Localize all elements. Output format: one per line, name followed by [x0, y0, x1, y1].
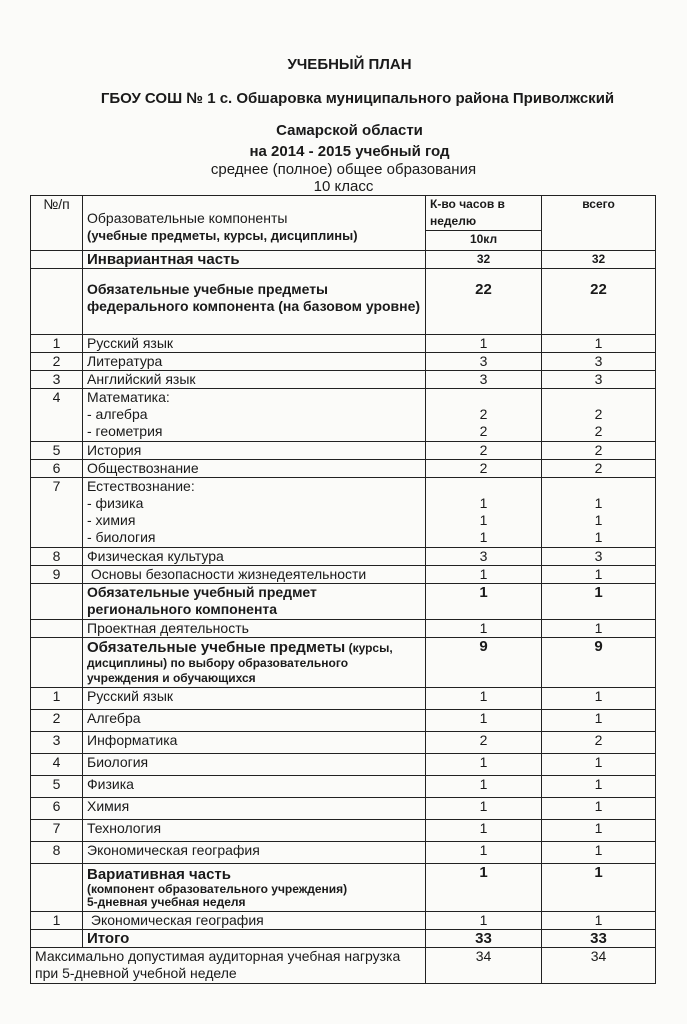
sub-hours: 1 [479, 495, 488, 511]
subject-total: 1 [542, 688, 656, 710]
subject-sub-name: - физика [87, 495, 144, 511]
subject-total: 1 [542, 798, 656, 820]
sub-hours: 1 [479, 529, 488, 545]
subject-name: Математика: [87, 389, 170, 405]
subject-sub-name: - геометрия [87, 423, 163, 439]
subject-total: 1 [542, 335, 656, 353]
subject-group [83, 478, 426, 548]
table-row [31, 353, 656, 371]
subject-name: Основы безопасности жизнедеятельности [83, 566, 426, 584]
federal-total: 22 [542, 269, 656, 335]
sub-total: 1 [594, 529, 603, 545]
subject-name: Английский язык [83, 371, 426, 389]
sub-hours: 2 [479, 406, 488, 422]
subject-total: 3 [542, 353, 656, 371]
row-number: 4 [31, 389, 83, 442]
subject-hours: 1 [426, 754, 542, 776]
total-label: Итого [83, 930, 426, 948]
max-load-row [31, 948, 656, 984]
row-number: 8 [31, 842, 83, 864]
subject-hours: 1 [426, 710, 542, 732]
sub-hours: 2 [479, 423, 488, 439]
variative-hours: 1 [426, 864, 542, 912]
col-subject-header [83, 196, 426, 251]
table-row [31, 460, 656, 478]
table-row [31, 732, 656, 754]
subject-hours: 1 [426, 820, 542, 842]
subject-hours: 1 [426, 912, 542, 930]
subject-total: 1 [542, 842, 656, 864]
subject-name: Проектная деятельность [83, 620, 426, 638]
table-row [31, 584, 656, 620]
subject-total: 1 [542, 710, 656, 732]
row-number: 2 [31, 710, 83, 732]
subject-name: История [83, 442, 426, 460]
subject-name: Русский язык [83, 335, 426, 353]
subject-total: 1 [542, 820, 656, 842]
subject-sub-name: - биология [87, 529, 156, 545]
col-hours-header: К-во часов в неделю [426, 196, 542, 231]
table-row [31, 754, 656, 776]
choice-label-rest: (курсы, дисциплины) по выбору образовательного учреждения и обучающихся [87, 641, 393, 685]
subject-total: 1 [542, 754, 656, 776]
sub-total: 2 [594, 423, 603, 439]
subject-hours [426, 478, 542, 548]
subject-hours: 3 [426, 371, 542, 389]
subject-hours: 1 [426, 798, 542, 820]
subject-sub-name: - алгебра [87, 406, 148, 422]
variative-subtitle: (компонент образовательного учреждения) [87, 882, 348, 896]
subject-hours: 1 [426, 776, 542, 798]
subject-hours: 2 [426, 460, 542, 478]
total-total: 33 [542, 930, 656, 948]
regional-total: 1 [542, 584, 656, 620]
max-load-label: Максимально допустимая аудиторная учебная нагрузка при 5-дневной учебной неделе [31, 948, 426, 984]
subject-hours: 1 [426, 566, 542, 584]
subject-name: Физика [83, 776, 426, 798]
subject-name: Литература [83, 353, 426, 371]
region-line: Самарской области [276, 122, 423, 139]
sub-total: 1 [594, 495, 603, 511]
col-hours-grade: 10кл [426, 231, 542, 251]
regional-hours: 1 [426, 584, 542, 620]
subject-total: 3 [542, 371, 656, 389]
table-row [31, 620, 656, 638]
education-level: среднее (полное) общее образования [210, 161, 477, 178]
choice-label [83, 638, 426, 688]
invariant-label: Инвариантная часть [83, 251, 426, 269]
table-row [31, 820, 656, 842]
invariant-total: 32 [542, 251, 656, 269]
table-row [31, 710, 656, 732]
sub-total: 2 [594, 406, 603, 422]
table-row [31, 269, 656, 335]
subject-hours: 1 [426, 842, 542, 864]
subject-hours: 2 [426, 732, 542, 754]
subject-hours: 3 [426, 353, 542, 371]
subject-name: Технология [83, 820, 426, 842]
row-number: 6 [31, 798, 83, 820]
subject-total: 1 [542, 776, 656, 798]
row-number: 3 [31, 371, 83, 389]
subject-total [542, 478, 656, 548]
table-row [31, 688, 656, 710]
document-title: УЧЕБНЫЙ ПЛАН [287, 56, 412, 73]
variative-label [83, 864, 426, 912]
sub-hours: 1 [479, 512, 488, 528]
subject-name: Химия [83, 798, 426, 820]
row-number: 4 [31, 754, 83, 776]
row-number: 7 [31, 820, 83, 842]
table-row [31, 335, 656, 353]
col-subject-subtitle: (учебные предметы, курсы, дисциплины) [87, 228, 358, 243]
table-row [31, 548, 656, 566]
subject-total: 2 [542, 442, 656, 460]
table-row [31, 389, 656, 442]
school-name: ГБОУ СОШ № 1 с. Обшаровка муниципального района Приволжский [100, 90, 615, 107]
subject-name: Экономическая география [83, 842, 426, 864]
row-number: 5 [31, 776, 83, 798]
regional-label: Обязательные учебный предмет регионального компонента [83, 584, 426, 620]
row-number: 9 [31, 566, 83, 584]
subject-name: Биология [83, 754, 426, 776]
subject-hours: 1 [426, 335, 542, 353]
subject-group [83, 389, 426, 442]
row-number: 8 [31, 548, 83, 566]
subject-hours: 3 [426, 548, 542, 566]
subject-total: 1 [542, 620, 656, 638]
subject-hours: 1 [426, 620, 542, 638]
subject-name: Алгебра [83, 710, 426, 732]
federal-label: Обязательные учебные предметы федерального компонента (на базовом уровне) [83, 269, 426, 335]
subject-total: 1 [542, 566, 656, 584]
subject-total: 2 [542, 460, 656, 478]
row-number: 1 [31, 912, 83, 930]
max-load-hours: 34 [426, 948, 542, 984]
max-load-total: 34 [542, 948, 656, 984]
subject-sub-name: - химия [87, 512, 136, 528]
subject-name: Естествознание: [87, 478, 195, 494]
subject-name: Физическая культура [83, 548, 426, 566]
subject-total [542, 389, 656, 442]
col-total-header: всего [542, 196, 656, 251]
table-row [31, 798, 656, 820]
table-row [31, 566, 656, 584]
row-number: 1 [31, 688, 83, 710]
table-row [31, 478, 656, 548]
federal-hours: 22 [426, 269, 542, 335]
table-row [31, 251, 656, 269]
academic-year: на 2014 - 2015 учебный год [249, 143, 450, 160]
col-num-header: №/п [31, 196, 83, 251]
choice-label-bold: Обязательные учебные предметы [87, 639, 346, 656]
table-row [31, 371, 656, 389]
subject-total: 1 [542, 912, 656, 930]
row-number: 7 [31, 478, 83, 548]
table-header-row [31, 196, 656, 231]
variative-title: Вариативная часть [87, 866, 231, 883]
row-number: 5 [31, 442, 83, 460]
choice-hours: 9 [426, 638, 542, 688]
variative-week: 5-дневная учебная неделя [87, 895, 246, 909]
subject-name: Информатика [83, 732, 426, 754]
subject-hours: 1 [426, 688, 542, 710]
total-row [31, 930, 656, 948]
table-row [31, 864, 656, 912]
subject-name: Обществознание [83, 460, 426, 478]
subject-name: Русский язык [83, 688, 426, 710]
row-number: 3 [31, 732, 83, 754]
table-row [31, 912, 656, 930]
choice-total: 9 [542, 638, 656, 688]
row-number: 1 [31, 335, 83, 353]
subject-total: 2 [542, 732, 656, 754]
curriculum-table [30, 195, 656, 984]
subject-name: Экономическая география [83, 912, 426, 930]
table-row [31, 442, 656, 460]
table-row [31, 842, 656, 864]
variative-total: 1 [542, 864, 656, 912]
subject-hours: 2 [426, 442, 542, 460]
row-number: 2 [31, 353, 83, 371]
table-row [31, 638, 656, 688]
col-subject-title: Образовательные компоненты [87, 210, 288, 226]
subject-total: 3 [542, 548, 656, 566]
table-row [31, 776, 656, 798]
invariant-hours: 32 [426, 251, 542, 269]
subject-hours [426, 389, 542, 442]
sub-total: 1 [594, 512, 603, 528]
total-hours: 33 [426, 930, 542, 948]
row-number: 6 [31, 460, 83, 478]
grade-label: 10 класс [313, 178, 374, 195]
